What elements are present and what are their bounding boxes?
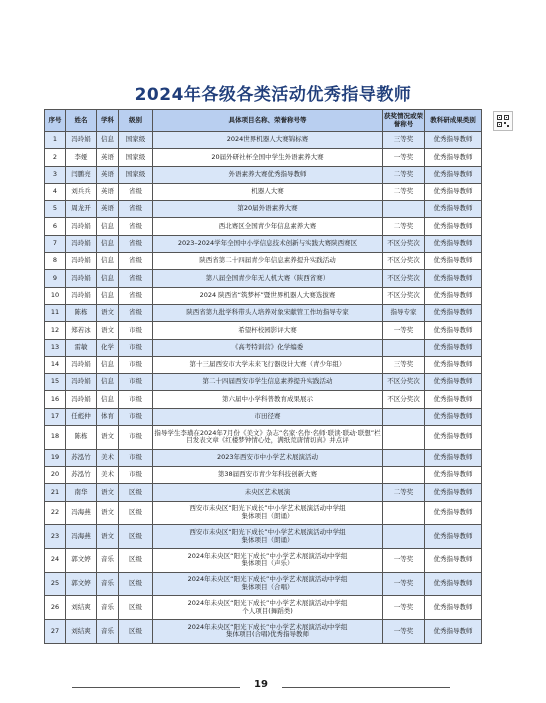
cell-subject: 信息 xyxy=(97,374,119,391)
cell-award xyxy=(383,339,425,356)
cell-index: 20 xyxy=(45,467,66,484)
page-title: 2024年各级各类活动优秀指导教师 xyxy=(134,85,412,105)
cell-category: 优秀指导教师 xyxy=(425,525,482,549)
cell-index: 23 xyxy=(45,525,66,549)
cell-index: 8 xyxy=(45,253,66,270)
cell-name: 刘结爽 xyxy=(66,596,97,620)
cell-level: 市级 xyxy=(119,322,153,339)
cell-category: 优秀指导教师 xyxy=(425,235,482,252)
cell-category: 优秀指导教师 xyxy=(425,149,482,166)
cell-project: 2024年未央区“阳光下成长”中小学艺术展演活动中学组 个人项目(舞蹈类) xyxy=(153,596,383,620)
cell-award: 一等奖 xyxy=(383,549,425,573)
table-row xyxy=(45,501,482,525)
cell-name: 陈栋 xyxy=(66,426,97,450)
table-row xyxy=(45,235,482,252)
cell-level: 区级 xyxy=(119,525,153,549)
cell-project: 希望杯校园影评大赛 xyxy=(153,322,383,339)
qr-code-icon xyxy=(497,115,509,127)
cell-name: 冯玲娟 xyxy=(66,356,97,373)
cell-name: 苏泓竹 xyxy=(66,449,97,466)
cell-name: 郭文婷 xyxy=(66,549,97,573)
table-row xyxy=(45,218,482,235)
header-subject: 学科 xyxy=(97,110,119,132)
cell-name: 任彪仲 xyxy=(66,408,97,425)
cell-award xyxy=(383,201,425,218)
cell-award xyxy=(383,467,425,484)
cell-project: 20届外研社杯全国中学生外语素养大赛 xyxy=(153,149,383,166)
cell-name: 冯玲娟 xyxy=(66,218,97,235)
header-level: 级别 xyxy=(119,110,153,132)
cell-subject: 英语 xyxy=(97,183,119,200)
cell-name: 雷敏 xyxy=(66,339,97,356)
cell-index: 11 xyxy=(45,304,66,321)
cell-category: 优秀指导教师 xyxy=(425,426,482,450)
cell-subject: 音乐 xyxy=(97,620,119,644)
cell-name: 冯玲娟 xyxy=(66,287,97,304)
header-project: 具体项目名称、荣誉称号等 xyxy=(153,110,383,132)
cell-index: 6 xyxy=(45,218,66,235)
cell-category: 优秀指导教师 xyxy=(425,484,482,501)
cell-subject: 语文 xyxy=(97,525,119,549)
cell-subject: 信息 xyxy=(97,287,119,304)
cell-project: 第八届全国青少年无人机大赛（陕西省赛） xyxy=(153,270,383,287)
cell-name: 冯玲娟 xyxy=(66,132,97,149)
table-row xyxy=(45,484,482,501)
cell-index: 19 xyxy=(45,449,66,466)
cell-award xyxy=(383,408,425,425)
table-row xyxy=(45,322,482,339)
table-row xyxy=(45,596,482,620)
cell-subject: 语文 xyxy=(97,304,119,321)
cell-category: 优秀指导教师 xyxy=(425,374,482,391)
cell-level: 省级 xyxy=(119,304,153,321)
cell-level: 市级 xyxy=(119,408,153,425)
cell-project: 第二十四届西安市学生信息素养提升实践活动 xyxy=(153,374,383,391)
header-index: 序号 xyxy=(45,110,66,132)
table-row xyxy=(45,467,482,484)
cell-project: 2024年未央区“阳光下成长”中小学艺术展演活动中学组 集体项目（合唱） xyxy=(153,572,383,596)
cell-project: 2024年未央区“阳光下成长”中小学艺术展演活动中学组 集体项目（声乐） xyxy=(153,549,383,573)
table-row xyxy=(45,166,482,183)
table-row xyxy=(45,287,482,304)
table-row xyxy=(45,391,482,408)
cell-award: 二等奖 xyxy=(383,218,425,235)
cell-name: 李娅 xyxy=(66,149,97,166)
cell-subject: 信息 xyxy=(97,218,119,235)
cell-level: 省级 xyxy=(119,287,153,304)
cell-name: 冯玲娟 xyxy=(66,374,97,391)
cell-subject: 信息 xyxy=(97,253,119,270)
cell-level: 省级 xyxy=(119,183,153,200)
cell-project: 西安市未央区“阳光下成长”中小学艺术展演活动中学组 集体项目（朗诵） xyxy=(153,501,383,525)
cell-category: 优秀指导教师 xyxy=(425,572,482,596)
cell-subject: 信息 xyxy=(97,235,119,252)
table-row xyxy=(45,304,482,321)
cell-index: 25 xyxy=(45,572,66,596)
cell-award: 一等奖 xyxy=(383,620,425,644)
cell-award xyxy=(383,449,425,466)
cell-name: 陈栋 xyxy=(66,304,97,321)
cell-level: 国家级 xyxy=(119,132,153,149)
cell-project: 陕西省第九批学科带头人培养对象宋献管工作坊指导专家 xyxy=(153,304,383,321)
cell-name: 郑若冰 xyxy=(66,322,97,339)
cell-name: 郭文婷 xyxy=(66,572,97,596)
cell-index: 5 xyxy=(45,201,66,218)
cell-category: 优秀指导教师 xyxy=(425,356,482,373)
header-award: 获奖情况或荣誉称号 xyxy=(383,110,425,132)
cell-index: 10 xyxy=(45,287,66,304)
cell-subject: 体育 xyxy=(97,408,119,425)
cell-category: 优秀指导教师 xyxy=(425,218,482,235)
cell-subject: 化学 xyxy=(97,339,119,356)
cell-project: 市田径赛 xyxy=(153,408,383,425)
cell-award: 不区分奖次 xyxy=(383,287,425,304)
cell-category: 优秀指导教师 xyxy=(425,596,482,620)
cell-index: 3 xyxy=(45,166,66,183)
cell-award: 一等奖 xyxy=(383,322,425,339)
cell-award xyxy=(383,525,425,549)
cell-index: 1 xyxy=(45,132,66,149)
cell-index: 13 xyxy=(45,339,66,356)
table-row xyxy=(45,374,482,391)
cell-category: 优秀指导教师 xyxy=(425,253,482,270)
cell-index: 16 xyxy=(45,391,66,408)
cell-index: 24 xyxy=(45,549,66,573)
cell-award xyxy=(383,426,425,450)
cell-level: 市级 xyxy=(119,449,153,466)
table-row xyxy=(45,270,482,287)
cell-subject: 英语 xyxy=(97,166,119,183)
cell-index: 27 xyxy=(45,620,66,644)
cell-level: 市级 xyxy=(119,467,153,484)
cell-name: 南华 xyxy=(66,484,97,501)
cell-category: 优秀指导教师 xyxy=(425,449,482,466)
cell-category: 优秀指导教师 xyxy=(425,287,482,304)
table-header-row xyxy=(45,110,482,132)
cell-subject: 语文 xyxy=(97,322,119,339)
cell-category: 优秀指导教师 xyxy=(425,467,482,484)
cell-level: 省级 xyxy=(119,218,153,235)
cell-category: 优秀指导教师 xyxy=(425,408,482,425)
cell-subject: 语文 xyxy=(97,426,119,450)
cell-level: 市级 xyxy=(119,391,153,408)
cell-level: 省级 xyxy=(119,201,153,218)
cell-level: 市级 xyxy=(119,426,153,450)
cell-project: 未央区艺术展演 xyxy=(153,484,383,501)
cell-subject: 信息 xyxy=(97,391,119,408)
header-name: 姓名 xyxy=(66,110,97,132)
cell-level: 市级 xyxy=(119,339,153,356)
table-row xyxy=(45,549,482,573)
cell-award: 不区分奖次 xyxy=(383,391,425,408)
cell-name: 闫鹏亮 xyxy=(66,166,97,183)
table-row xyxy=(45,356,482,373)
cell-subject: 音乐 xyxy=(97,596,119,620)
cell-subject: 语文 xyxy=(97,484,119,501)
cell-award: 一等奖 xyxy=(383,572,425,596)
cell-category: 优秀指导教师 xyxy=(425,132,482,149)
cell-subject: 美术 xyxy=(97,467,119,484)
cell-name: 冯玲娟 xyxy=(66,391,97,408)
cell-index: 4 xyxy=(45,183,66,200)
table-row xyxy=(45,408,482,425)
cell-subject: 信息 xyxy=(97,356,119,373)
cell-category: 优秀指导教师 xyxy=(425,501,482,525)
cell-name: 冯玲娟 xyxy=(66,235,97,252)
cell-project: 西安市未央区“阳光下成长”中小学艺术展演活动中学组 集体项目（朗诵） xyxy=(153,525,383,549)
table-row xyxy=(45,253,482,270)
cell-project: 2024 陕西省“筑梦杯”暨世界机器人大赛选拔赛 xyxy=(153,287,383,304)
cell-project: 2023–2024学年全国中小学信息技术创新与实践大赛陕西赛区 xyxy=(153,235,383,252)
cell-subject: 音乐 xyxy=(97,572,119,596)
cell-level: 市级 xyxy=(119,356,153,373)
cell-category: 优秀指导教师 xyxy=(425,270,482,287)
cell-award: 二等奖 xyxy=(383,484,425,501)
cell-project: 2024年未央区“阳光下成长”中小学艺术展演活动中学组 集体项目(合唱)优秀指导教师 xyxy=(153,620,383,644)
cell-level: 国家级 xyxy=(119,149,153,166)
header-category: 教科研成果类别 xyxy=(425,110,482,132)
cell-category: 优秀指导教师 xyxy=(425,322,482,339)
cell-project: 外语素养大赛优秀指导教师 xyxy=(153,166,383,183)
cell-level: 区级 xyxy=(119,572,153,596)
table-row xyxy=(45,183,482,200)
cell-project: 《高考特训营》化学编委 xyxy=(153,339,383,356)
cell-project: 第十三届西安市大学未来飞行器设计大赛（青少年组） xyxy=(153,356,383,373)
cell-category: 优秀指导教师 xyxy=(425,391,482,408)
footer-divider-right xyxy=(282,687,450,688)
cell-category: 优秀指导教师 xyxy=(425,166,482,183)
cell-category: 优秀指导教师 xyxy=(425,304,482,321)
cell-name: 冯玲娟 xyxy=(66,270,97,287)
cell-category: 优秀指导教师 xyxy=(425,201,482,218)
cell-award: 不区分奖次 xyxy=(383,270,425,287)
cell-project: 2024世界机器人大赛锦标赛 xyxy=(153,132,383,149)
cell-index: 15 xyxy=(45,374,66,391)
cell-subject: 信息 xyxy=(97,132,119,149)
table-row xyxy=(45,572,482,596)
cell-name: 冯海燕 xyxy=(66,525,97,549)
cell-index: 7 xyxy=(45,235,66,252)
cell-subject: 语文 xyxy=(97,501,119,525)
table-row xyxy=(45,339,482,356)
table-row xyxy=(45,426,482,450)
cell-award: 二等奖 xyxy=(383,183,425,200)
cell-project: 机器人大赛 xyxy=(153,183,383,200)
cell-name: 刘兵兵 xyxy=(66,183,97,200)
table-row xyxy=(45,201,482,218)
cell-project: 陕西省第二十四届青少年信息素养提升实践活动 xyxy=(153,253,383,270)
cell-award: 不区分奖次 xyxy=(383,374,425,391)
cell-level: 区级 xyxy=(119,620,153,644)
cell-name: 苏泓竹 xyxy=(66,467,97,484)
cell-project: 西北赛区全国青少年信息素养大赛 xyxy=(153,218,383,235)
cell-project: 2023年西安市中小学艺术展演活动 xyxy=(153,449,383,466)
cell-award: 一等奖 xyxy=(383,596,425,620)
cell-subject: 美术 xyxy=(97,449,119,466)
cell-index: 21 xyxy=(45,484,66,501)
page-number: 19 xyxy=(254,679,268,690)
cell-category: 优秀指导教师 xyxy=(425,549,482,573)
cell-level: 区级 xyxy=(119,549,153,573)
cell-index: 12 xyxy=(45,322,66,339)
table-row xyxy=(45,132,482,149)
cell-category: 优秀指导教师 xyxy=(425,183,482,200)
cell-subject: 音乐 xyxy=(97,549,119,573)
cell-index: 14 xyxy=(45,356,66,373)
cell-level: 区级 xyxy=(119,596,153,620)
cell-award: 三等奖 xyxy=(383,132,425,149)
cell-award: 二等奖 xyxy=(383,166,425,183)
cell-level: 区级 xyxy=(119,484,153,501)
cell-award: 不区分奖次 xyxy=(383,235,425,252)
cell-category: 优秀指导教师 xyxy=(425,339,482,356)
cell-subject: 英语 xyxy=(97,149,119,166)
cell-award: 指导专家 xyxy=(383,304,425,321)
cell-subject: 信息 xyxy=(97,270,119,287)
cell-award xyxy=(383,501,425,525)
cell-name: 冯玲娟 xyxy=(66,253,97,270)
cell-level: 省级 xyxy=(119,235,153,252)
cell-award: 不区分奖次 xyxy=(383,253,425,270)
table-row xyxy=(45,525,482,549)
table-row xyxy=(45,149,482,166)
cell-index: 22 xyxy=(45,501,66,525)
cell-level: 国家级 xyxy=(119,166,153,183)
honor-table xyxy=(44,109,482,644)
cell-level: 区级 xyxy=(119,501,153,525)
cell-project: 第六届中小学科普教育成果展示 xyxy=(153,391,383,408)
cell-project: 第38届西安市青少年科技创新大赛 xyxy=(153,467,383,484)
cell-category: 优秀指导教师 xyxy=(425,620,482,644)
footer-divider-left xyxy=(72,687,240,688)
cell-index: 26 xyxy=(45,596,66,620)
cell-award: 一等奖 xyxy=(383,149,425,166)
cell-index: 9 xyxy=(45,270,66,287)
qr-code-button[interactable] xyxy=(493,111,513,131)
cell-level: 省级 xyxy=(119,253,153,270)
cell-name: 刘结爽 xyxy=(66,620,97,644)
cell-award: 三等奖 xyxy=(383,356,425,373)
cell-project: 指导学生李璜在2024年7月份《美文》杂志“名家·名作·名师·联读·联动·联想”栏目发表文章《红楼梦钟情心处，满纸荒唐情切真》并点评 xyxy=(153,426,383,450)
cell-name: 冯海燕 xyxy=(66,501,97,525)
cell-level: 市级 xyxy=(119,374,153,391)
table-row xyxy=(45,620,482,644)
cell-level: 省级 xyxy=(119,270,153,287)
cell-subject: 英语 xyxy=(97,201,119,218)
cell-index: 18 xyxy=(45,426,66,450)
cell-project: 第20届外语素养大赛 xyxy=(153,201,383,218)
cell-name: 周龙开 xyxy=(66,201,97,218)
cell-index: 2 xyxy=(45,149,66,166)
table-row xyxy=(45,449,482,466)
cell-index: 17 xyxy=(45,408,66,425)
